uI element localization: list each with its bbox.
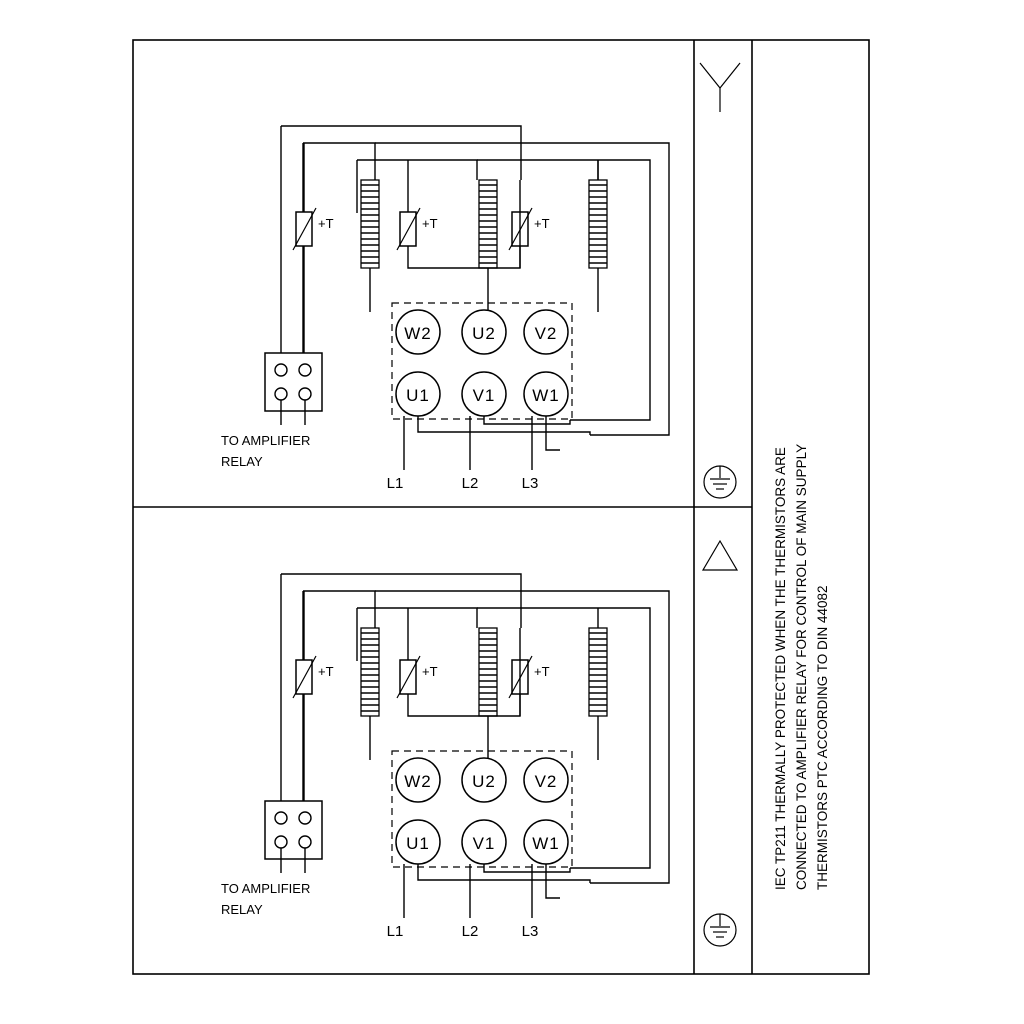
terminal-u1: U1 — [406, 386, 430, 405]
note-line-2: CONNECTED TO AMPLIFIER RELAY FOR CONTROL OF MAIN SUPPLY — [794, 443, 809, 890]
thermistor-label-3: +T — [534, 664, 550, 679]
note-line-3: THERMISTORS PTC ACCORDING TO DIN 44082 — [815, 585, 830, 890]
supply-l1: L1 — [386, 475, 404, 492]
terminal-v1: V1 — [472, 386, 496, 405]
terminal-u2: U2 — [472, 324, 496, 343]
amplifier-terminal-block — [265, 801, 322, 873]
panel-star — [221, 63, 740, 498]
terminal-v2: V2 — [534, 772, 558, 791]
thermistor-3 — [509, 208, 550, 250]
terminal-v1: V1 — [472, 834, 496, 853]
coil-stack-3 — [589, 608, 607, 760]
panel-delta — [221, 541, 737, 946]
thermistor-label-2: +T — [422, 664, 438, 679]
amplifier-label-line1: TO AMPLIFIER — [221, 881, 311, 896]
supply-wires — [404, 416, 590, 470]
terminal-w2: W2 — [404, 324, 432, 343]
supply-wires — [404, 864, 590, 918]
terminal-w1: W1 — [532, 386, 560, 405]
note-line-1: IEC TP211 THERMALLY PROTECTED WHEN THE THERMISTORS ARE — [773, 447, 788, 890]
amplifier-terminal-block — [265, 353, 322, 425]
terminal-w2: W2 — [404, 772, 432, 791]
thermistor-1 — [293, 208, 334, 250]
coil-stack-2 — [479, 628, 497, 760]
terminals-bottom — [396, 372, 568, 416]
terminal-v2: V2 — [534, 324, 558, 343]
thermistor-2 — [397, 208, 438, 250]
wye-icon — [700, 63, 740, 112]
terminals-top — [396, 310, 568, 354]
thermistor-1 — [293, 656, 334, 698]
coil-stack-1 — [361, 180, 379, 312]
thermistor-label-1: +T — [318, 216, 334, 231]
thermistor-3 — [509, 656, 550, 698]
delta-icon — [703, 541, 737, 570]
amplifier-label-line1: TO AMPLIFIER — [221, 433, 311, 448]
supply-l2: L2 — [461, 475, 479, 492]
supply-l3: L3 — [521, 475, 539, 492]
note-column — [773, 444, 830, 890]
thermistor-label-1: +T — [318, 664, 334, 679]
supply-l2: L2 — [461, 923, 479, 940]
thermistor-label-3: +T — [534, 216, 550, 231]
terminal-w1: W1 — [532, 834, 560, 853]
coil-stack-1 — [361, 628, 379, 760]
terminals-top — [396, 758, 568, 802]
supply-l1: L1 — [386, 923, 404, 940]
earth-icon — [704, 914, 736, 946]
thermistor-label-2: +T — [422, 216, 438, 231]
terminal-u1: U1 — [406, 834, 430, 853]
amplifier-label-line2: RELAY — [221, 454, 263, 469]
earth-icon — [704, 466, 736, 498]
supply-l3: L3 — [521, 923, 539, 940]
thermistor-2 — [397, 656, 438, 698]
coil-stack-3 — [589, 160, 607, 312]
coil-stack-2 — [479, 180, 497, 312]
terminals-bottom — [396, 820, 568, 864]
amplifier-label-line2: RELAY — [221, 902, 263, 917]
terminal-u2: U2 — [472, 772, 496, 791]
